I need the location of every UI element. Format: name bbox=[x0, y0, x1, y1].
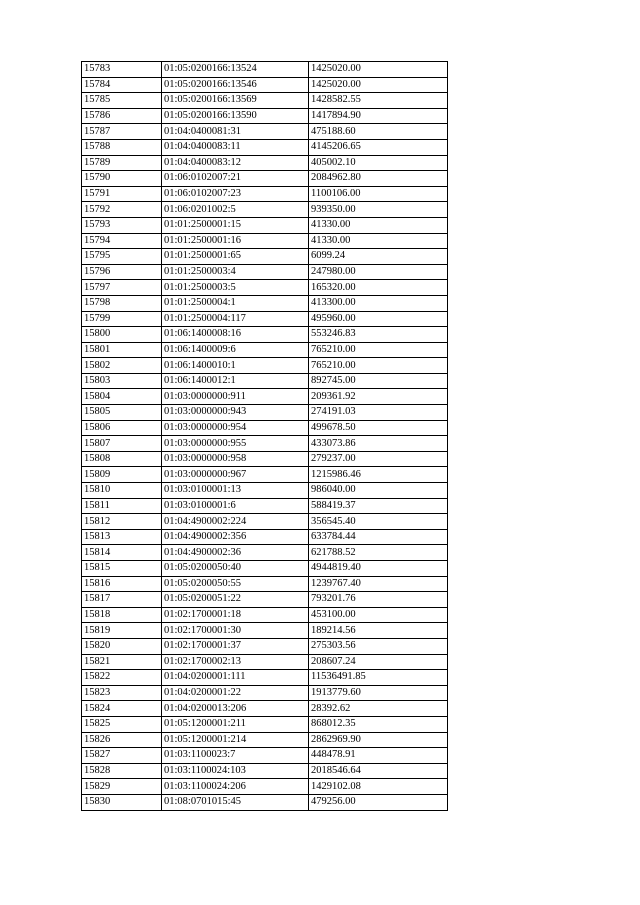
row-number-cell: 15786 bbox=[82, 108, 162, 124]
row-number-cell: 15812 bbox=[82, 514, 162, 530]
value-cell: 553246.83 bbox=[309, 327, 448, 343]
table-row bbox=[82, 623, 448, 639]
value-cell: 1215986.46 bbox=[309, 467, 448, 483]
row-number-cell: 15818 bbox=[82, 607, 162, 623]
cadastral-number-cell: 01:02:1700002:13 bbox=[162, 654, 309, 670]
table-row bbox=[82, 373, 448, 389]
value-cell: 2084962.80 bbox=[309, 171, 448, 187]
cadastral-number-cell: 01:03:0000000:958 bbox=[162, 451, 309, 467]
value-cell: 4145206.65 bbox=[309, 139, 448, 155]
value-cell: 475188.60 bbox=[309, 124, 448, 140]
table-row bbox=[82, 264, 448, 280]
value-cell: 765210.00 bbox=[309, 342, 448, 358]
row-number-cell: 15827 bbox=[82, 748, 162, 764]
row-number-cell: 15792 bbox=[82, 202, 162, 218]
cadastral-number-cell: 01:01:2500003:4 bbox=[162, 264, 309, 280]
cadastral-number-cell: 01:03:0000000:911 bbox=[162, 389, 309, 405]
value-cell: 28392.62 bbox=[309, 701, 448, 717]
table-row bbox=[82, 93, 448, 109]
value-cell: 356545.40 bbox=[309, 514, 448, 530]
cadastral-number-cell: 01:03:0000000:954 bbox=[162, 420, 309, 436]
table-row bbox=[82, 295, 448, 311]
row-number-cell: 15796 bbox=[82, 264, 162, 280]
table-row bbox=[82, 701, 448, 717]
row-number-cell: 15790 bbox=[82, 171, 162, 187]
cadastral-number-cell: 01:01:2500001:15 bbox=[162, 217, 309, 233]
cadastral-number-cell: 01:06:0201002:5 bbox=[162, 202, 309, 218]
table-row bbox=[82, 498, 448, 514]
row-number-cell: 15807 bbox=[82, 436, 162, 452]
row-number-cell: 15801 bbox=[82, 342, 162, 358]
value-cell: 499678.50 bbox=[309, 420, 448, 436]
cadastral-number-cell: 01:05:1200001:214 bbox=[162, 732, 309, 748]
table-row bbox=[82, 685, 448, 701]
table-row bbox=[82, 405, 448, 421]
table-row bbox=[82, 155, 448, 171]
table-row bbox=[82, 358, 448, 374]
cadastral-number-cell: 01:05:1200001:211 bbox=[162, 716, 309, 732]
row-number-cell: 15800 bbox=[82, 327, 162, 343]
table-row bbox=[82, 171, 448, 187]
value-cell: 41330.00 bbox=[309, 233, 448, 249]
cadastral-number-cell: 01:04:4900002:224 bbox=[162, 514, 309, 530]
value-cell: 41330.00 bbox=[309, 217, 448, 233]
value-cell: 1428582.55 bbox=[309, 93, 448, 109]
cadastral-number-cell: 01:01:2500004:1 bbox=[162, 295, 309, 311]
row-number-cell: 15808 bbox=[82, 451, 162, 467]
row-number-cell: 15824 bbox=[82, 701, 162, 717]
value-cell: 405002.10 bbox=[309, 155, 448, 171]
cadastral-number-cell: 01:03:1100024:206 bbox=[162, 779, 309, 795]
cadastral-number-cell: 01:05:0200166:13524 bbox=[162, 62, 309, 78]
cadastral-number-cell: 01:02:1700001:37 bbox=[162, 638, 309, 654]
table-row bbox=[82, 763, 448, 779]
cadastral-number-cell: 01:01:2500004:117 bbox=[162, 311, 309, 327]
value-cell: 633784.44 bbox=[309, 529, 448, 545]
table-row bbox=[82, 342, 448, 358]
table-row bbox=[82, 139, 448, 155]
table-row bbox=[82, 186, 448, 202]
value-cell: 479256.00 bbox=[309, 794, 448, 810]
table-row bbox=[82, 420, 448, 436]
row-number-cell: 15794 bbox=[82, 233, 162, 249]
value-cell: 247980.00 bbox=[309, 264, 448, 280]
table-row bbox=[82, 233, 448, 249]
table-row bbox=[82, 514, 448, 530]
row-number-cell: 15829 bbox=[82, 779, 162, 795]
value-cell: 765210.00 bbox=[309, 358, 448, 374]
table-row bbox=[82, 389, 448, 405]
cadastral-number-cell: 01:05:0200166:13546 bbox=[162, 77, 309, 93]
table-row bbox=[82, 451, 448, 467]
row-number-cell: 15826 bbox=[82, 732, 162, 748]
table-row bbox=[82, 280, 448, 296]
row-number-cell: 15810 bbox=[82, 483, 162, 499]
table-row bbox=[82, 716, 448, 732]
cadastral-number-cell: 01:05:0200050:55 bbox=[162, 576, 309, 592]
value-cell: 189214.56 bbox=[309, 623, 448, 639]
row-number-cell: 15806 bbox=[82, 420, 162, 436]
table-row bbox=[82, 529, 448, 545]
cadastral-number-cell: 01:06:1400008:16 bbox=[162, 327, 309, 343]
cadastral-number-cell: 01:06:0102007:21 bbox=[162, 171, 309, 187]
value-cell: 868012.35 bbox=[309, 716, 448, 732]
table-row bbox=[82, 654, 448, 670]
value-cell: 6099.24 bbox=[309, 249, 448, 265]
cadastral-number-cell: 01:02:1700001:18 bbox=[162, 607, 309, 623]
cadastral-number-cell: 01:08:0701015:45 bbox=[162, 794, 309, 810]
value-cell: 453100.00 bbox=[309, 607, 448, 623]
table-row bbox=[82, 467, 448, 483]
value-cell: 495960.00 bbox=[309, 311, 448, 327]
row-number-cell: 15823 bbox=[82, 685, 162, 701]
cadastral-number-cell: 01:03:0000000:967 bbox=[162, 467, 309, 483]
row-number-cell: 15828 bbox=[82, 763, 162, 779]
cadastral-number-cell: 01:04:0400083:11 bbox=[162, 139, 309, 155]
cadastral-number-cell: 01:03:1100023:7 bbox=[162, 748, 309, 764]
value-cell: 892745.00 bbox=[309, 373, 448, 389]
row-number-cell: 15783 bbox=[82, 62, 162, 78]
cadastral-number-cell: 01:01:2500001:16 bbox=[162, 233, 309, 249]
table-row bbox=[82, 483, 448, 499]
cadastral-number-cell: 01:04:0200013:206 bbox=[162, 701, 309, 717]
cadastral-number-cell: 01:03:1100024:103 bbox=[162, 763, 309, 779]
row-number-cell: 15787 bbox=[82, 124, 162, 140]
cadastral-number-cell: 01:04:0400083:12 bbox=[162, 155, 309, 171]
table-body bbox=[82, 62, 448, 811]
row-number-cell: 15822 bbox=[82, 670, 162, 686]
table-row bbox=[82, 436, 448, 452]
value-cell: 2862969.90 bbox=[309, 732, 448, 748]
value-cell: 433073.86 bbox=[309, 436, 448, 452]
cadastral-number-cell: 01:06:1400012:1 bbox=[162, 373, 309, 389]
table-row bbox=[82, 217, 448, 233]
table-row bbox=[82, 561, 448, 577]
table-row bbox=[82, 592, 448, 608]
table-row bbox=[82, 638, 448, 654]
row-number-cell: 15795 bbox=[82, 249, 162, 265]
table-row bbox=[82, 124, 448, 140]
table-row bbox=[82, 62, 448, 78]
value-cell: 1100106.00 bbox=[309, 186, 448, 202]
row-number-cell: 15797 bbox=[82, 280, 162, 296]
value-cell: 1239767.40 bbox=[309, 576, 448, 592]
table-row bbox=[82, 576, 448, 592]
row-number-cell: 15791 bbox=[82, 186, 162, 202]
cadastral-number-cell: 01:01:2500003:5 bbox=[162, 280, 309, 296]
table-row bbox=[82, 607, 448, 623]
row-number-cell: 15805 bbox=[82, 405, 162, 421]
value-cell: 939350.00 bbox=[309, 202, 448, 218]
row-number-cell: 15804 bbox=[82, 389, 162, 405]
value-cell: 1425020.00 bbox=[309, 62, 448, 78]
table-row bbox=[82, 779, 448, 795]
table-row bbox=[82, 732, 448, 748]
row-number-cell: 15814 bbox=[82, 545, 162, 561]
row-number-cell: 15815 bbox=[82, 561, 162, 577]
cadastral-number-cell: 01:03:0000000:955 bbox=[162, 436, 309, 452]
row-number-cell: 15817 bbox=[82, 592, 162, 608]
cadastral-number-cell: 01:04:0400081:31 bbox=[162, 124, 309, 140]
table-row bbox=[82, 202, 448, 218]
cadastral-number-cell: 01:05:0200166:13590 bbox=[162, 108, 309, 124]
cadastral-number-cell: 01:03:0100001:6 bbox=[162, 498, 309, 514]
row-number-cell: 15825 bbox=[82, 716, 162, 732]
cadastral-number-cell: 01:06:1400010:1 bbox=[162, 358, 309, 374]
row-number-cell: 15798 bbox=[82, 295, 162, 311]
row-number-cell: 15789 bbox=[82, 155, 162, 171]
row-number-cell: 15803 bbox=[82, 373, 162, 389]
cadastral-number-cell: 01:04:4900002:36 bbox=[162, 545, 309, 561]
value-cell: 1425020.00 bbox=[309, 77, 448, 93]
row-number-cell: 15788 bbox=[82, 139, 162, 155]
table-row bbox=[82, 77, 448, 93]
cadastral-number-cell: 01:06:0102007:23 bbox=[162, 186, 309, 202]
row-number-cell: 15809 bbox=[82, 467, 162, 483]
cadastral-number-cell: 01:02:1700001:30 bbox=[162, 623, 309, 639]
value-cell: 448478.91 bbox=[309, 748, 448, 764]
value-cell: 209361.92 bbox=[309, 389, 448, 405]
value-cell: 413300.00 bbox=[309, 295, 448, 311]
value-cell: 11536491.85 bbox=[309, 670, 448, 686]
value-cell: 793201.76 bbox=[309, 592, 448, 608]
table-row bbox=[82, 108, 448, 124]
row-number-cell: 15793 bbox=[82, 217, 162, 233]
cadastral-number-cell: 01:06:1400009:6 bbox=[162, 342, 309, 358]
row-number-cell: 15820 bbox=[82, 638, 162, 654]
row-number-cell: 15785 bbox=[82, 93, 162, 109]
cadastral-number-cell: 01:05:0200166:13569 bbox=[162, 93, 309, 109]
table-row bbox=[82, 249, 448, 265]
value-cell: 274191.03 bbox=[309, 405, 448, 421]
value-cell: 588419.37 bbox=[309, 498, 448, 514]
table-row bbox=[82, 327, 448, 343]
row-number-cell: 15816 bbox=[82, 576, 162, 592]
cadastral-number-cell: 01:01:2500001:65 bbox=[162, 249, 309, 265]
data-table bbox=[81, 61, 448, 811]
value-cell: 1417894.90 bbox=[309, 108, 448, 124]
row-number-cell: 15811 bbox=[82, 498, 162, 514]
cadastral-number-cell: 01:05:0200051:22 bbox=[162, 592, 309, 608]
row-number-cell: 15799 bbox=[82, 311, 162, 327]
cadastral-number-cell: 01:03:0100001:13 bbox=[162, 483, 309, 499]
table-row bbox=[82, 794, 448, 810]
table-row bbox=[82, 670, 448, 686]
cadastral-number-cell: 01:04:0200001:111 bbox=[162, 670, 309, 686]
cadastral-number-cell: 01:04:0200001:22 bbox=[162, 685, 309, 701]
value-cell: 986040.00 bbox=[309, 483, 448, 499]
value-cell: 279237.00 bbox=[309, 451, 448, 467]
value-cell: 621788.52 bbox=[309, 545, 448, 561]
row-number-cell: 15830 bbox=[82, 794, 162, 810]
row-number-cell: 15813 bbox=[82, 529, 162, 545]
value-cell: 1429102.08 bbox=[309, 779, 448, 795]
value-cell: 275303.56 bbox=[309, 638, 448, 654]
value-cell: 208607.24 bbox=[309, 654, 448, 670]
value-cell: 1913779.60 bbox=[309, 685, 448, 701]
cadastral-number-cell: 01:03:0000000:943 bbox=[162, 405, 309, 421]
cadastral-number-cell: 01:05:0200050:40 bbox=[162, 561, 309, 577]
value-cell: 2018546.64 bbox=[309, 763, 448, 779]
table-row bbox=[82, 545, 448, 561]
value-cell: 165320.00 bbox=[309, 280, 448, 296]
row-number-cell: 15821 bbox=[82, 654, 162, 670]
table-row bbox=[82, 748, 448, 764]
row-number-cell: 15819 bbox=[82, 623, 162, 639]
row-number-cell: 15802 bbox=[82, 358, 162, 374]
value-cell: 4944819.40 bbox=[309, 561, 448, 577]
table-row bbox=[82, 311, 448, 327]
row-number-cell: 15784 bbox=[82, 77, 162, 93]
cadastral-number-cell: 01:04:4900002:356 bbox=[162, 529, 309, 545]
